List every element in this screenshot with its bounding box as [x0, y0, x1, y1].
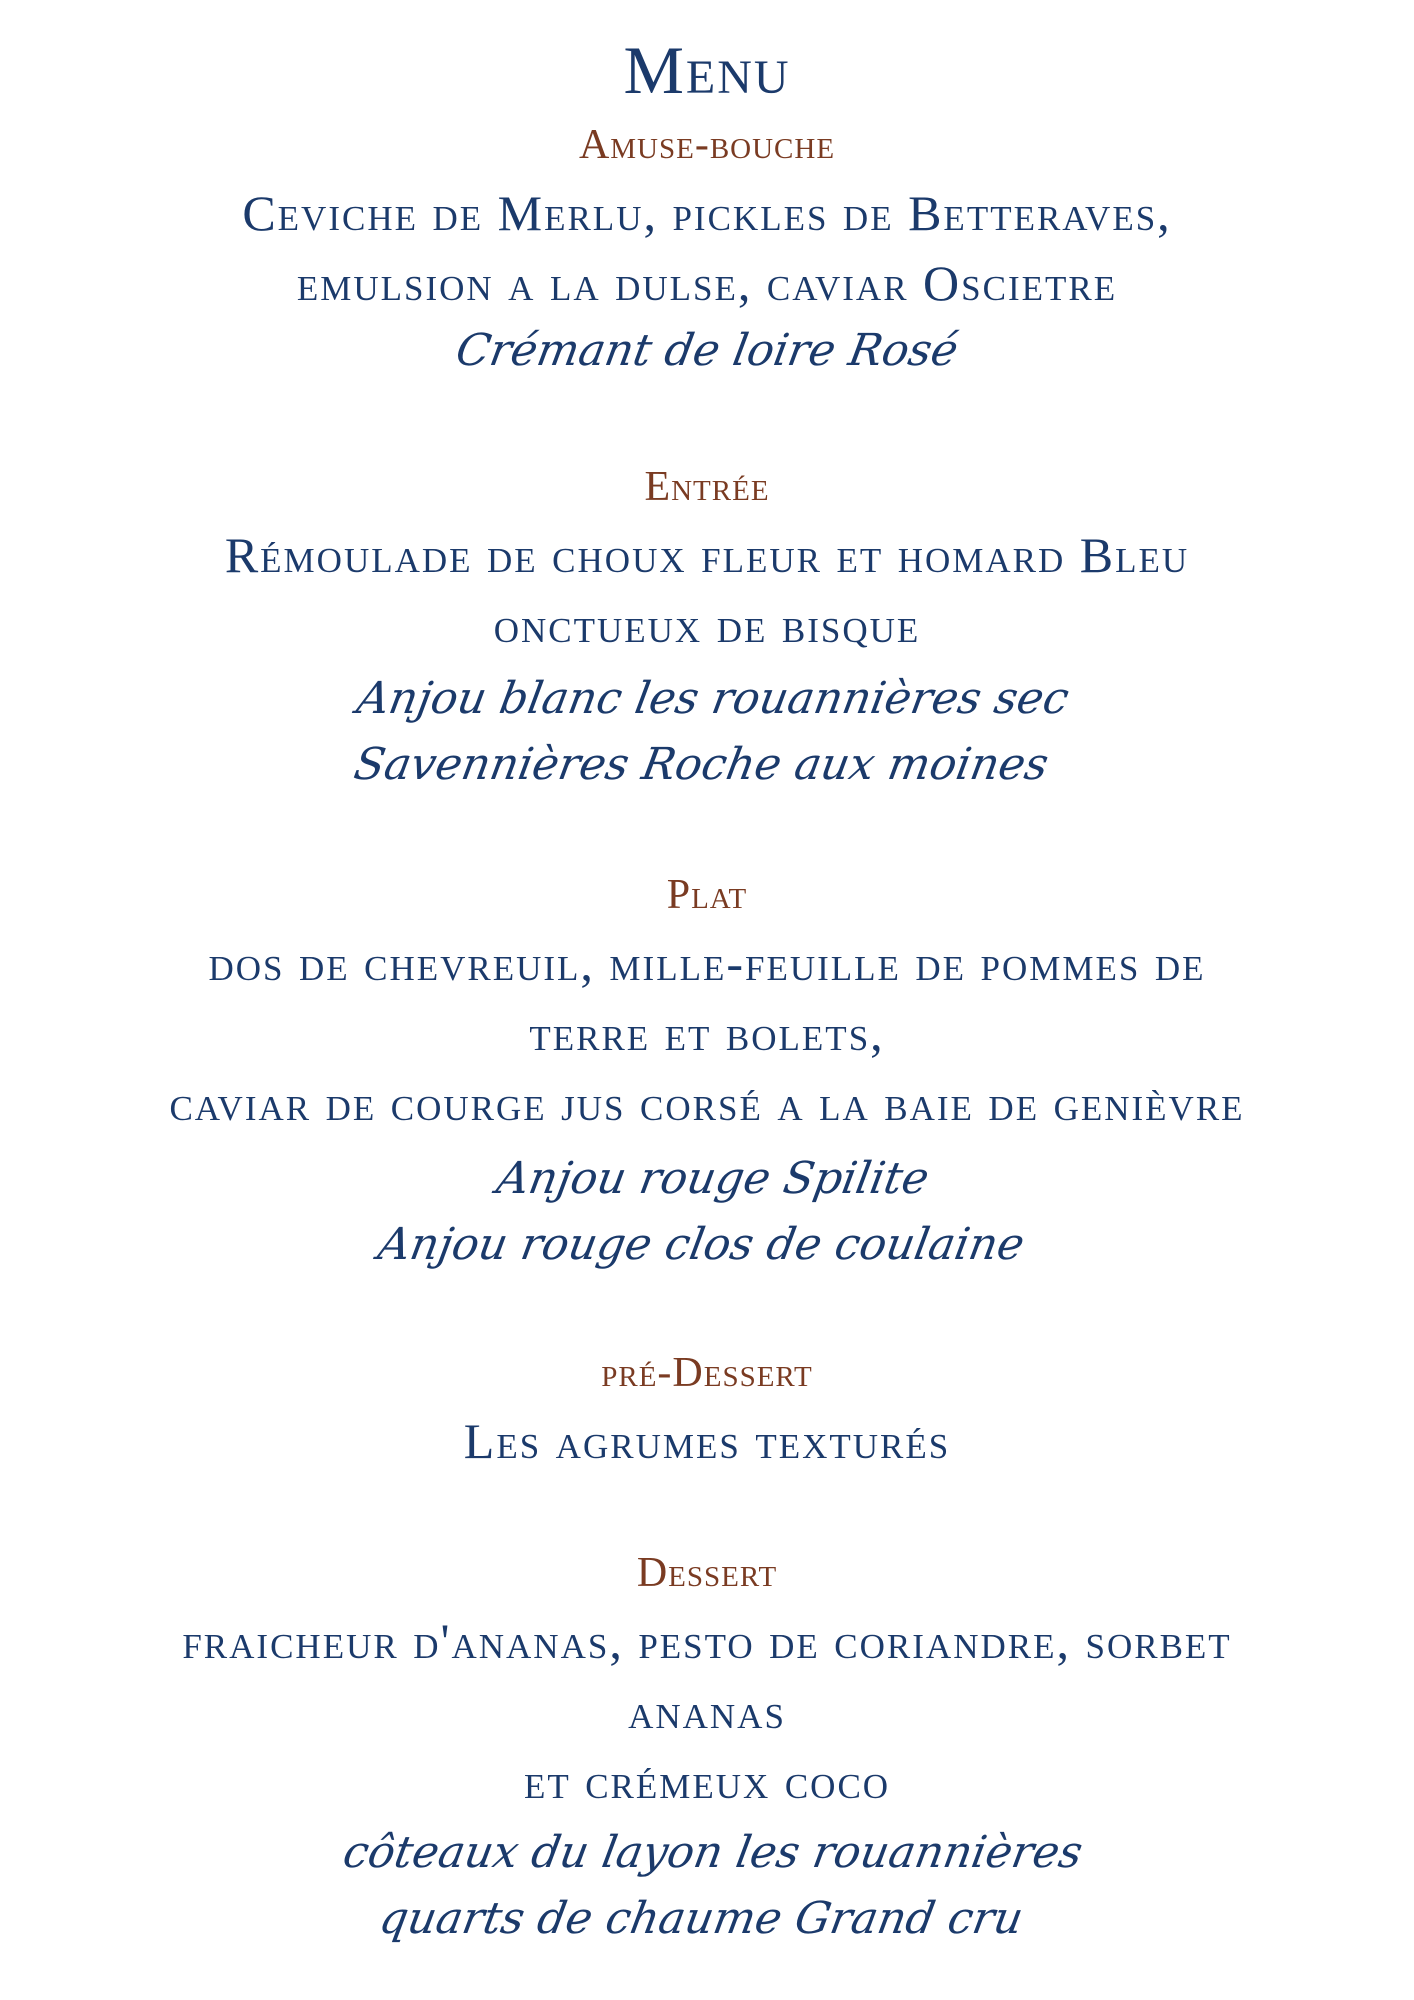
course-wines-plat: [0, 1146, 1414, 1278]
course-label-entree: Entrée: [644, 464, 770, 510]
course-label-pre-dessert: pré-Dessert: [601, 1350, 813, 1396]
course-label-plat: Plat: [666, 872, 748, 918]
wine-line: quarts de chaume Grand cru: [375, 1893, 1027, 1944]
dish-line: ananas: [628, 1683, 786, 1739]
course-label-dessert: Dessert: [636, 1550, 778, 1596]
course-dish-amuse-bouche: [20, 178, 1394, 318]
course-dish-dessert: [20, 1606, 1394, 1816]
dish-line: Rémoulade de choux fleur et homard Bleu: [224, 527, 1190, 583]
course-wines-dessert: [0, 1820, 1414, 1952]
dish-line: fraicheur d'ananas, pesto de coriandre, sorbet: [182, 1613, 1232, 1669]
wine-line: Savennières Roche aux moines: [350, 739, 1053, 790]
course-dish-plat: [20, 928, 1394, 1138]
dish-line: dos de chevreuil, mille-feuille de pommes de: [208, 935, 1206, 991]
course-wines-amuse-bouche: [0, 318, 1414, 384]
wine-line: Anjou rouge clos de coulaine: [374, 1219, 1029, 1270]
dish-line: onctueux de bisque: [493, 597, 921, 653]
dish-line: Les agrumes texturés: [463, 1413, 951, 1469]
course-dish-entree: [20, 520, 1394, 660]
dish-line: et crémeux coco: [523, 1753, 891, 1809]
wine-line: Anjou rouge Spilite: [492, 1153, 933, 1204]
dish-line: caviar de courge jus corsé a la baie de genièvre: [169, 1075, 1245, 1131]
wine-line: Crémant de loire Rosé: [452, 325, 962, 376]
wine-line: Anjou blanc les rouannières sec: [353, 673, 1073, 724]
course-wines-entree: [0, 666, 1414, 798]
dish-line: terre et bolets,: [529, 1005, 885, 1061]
dish-line: emulsion a la dulse, caviar Oscietre: [296, 255, 1118, 311]
course-dish-pre-dessert: [20, 1406, 1394, 1476]
course-label-amuse-bouche: Amuse-bouche: [578, 122, 836, 168]
dish-line: Ceviche de Merlu, pickles de Betteraves,: [242, 185, 1172, 241]
menu-title: Menu: [623, 32, 791, 108]
wine-line: côteaux du layon les rouannières: [339, 1827, 1087, 1878]
